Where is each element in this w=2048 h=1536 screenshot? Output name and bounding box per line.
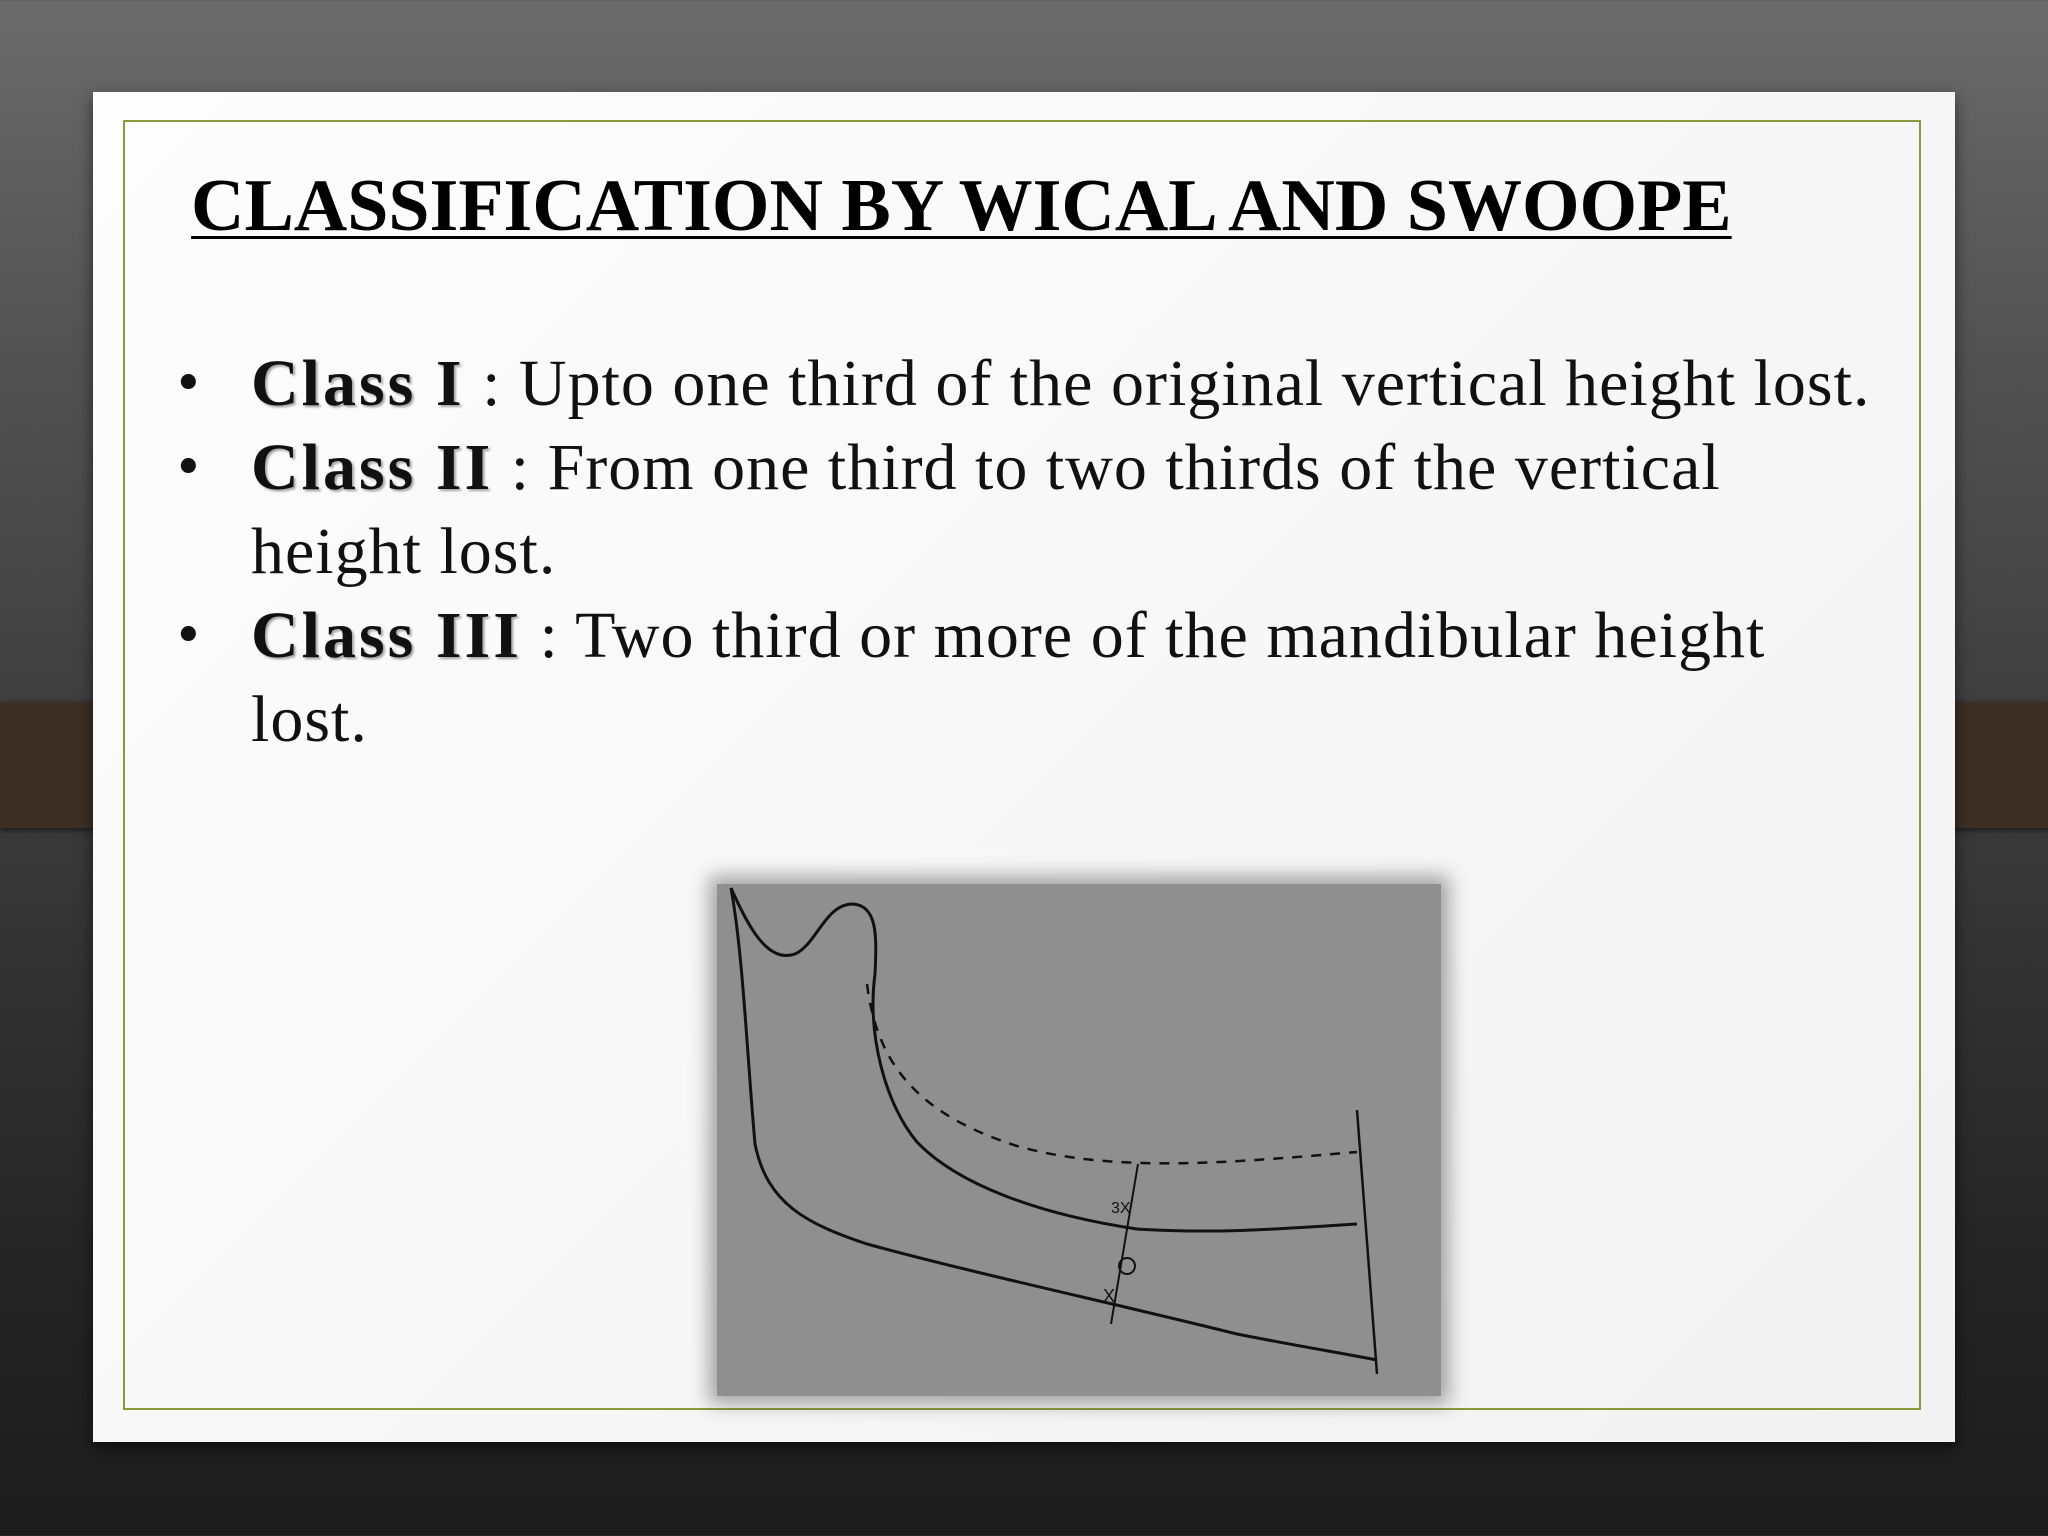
slide-title: CLASSIFICATION BY WICAL AND SWOOPE <box>191 165 1732 247</box>
bullet-class-3 <box>173 594 1873 762</box>
bullet-marker: • <box>173 354 205 414</box>
label-separator: : <box>464 347 519 420</box>
bullet-class-1 <box>173 342 1873 426</box>
anterior-reference-line <box>1357 1110 1377 1374</box>
label-separator: : <box>493 431 548 504</box>
mandible-lower-border <box>731 888 1377 1360</box>
class-description: From one third to two thirds of the vertical height lost. <box>251 431 1721 588</box>
label-3x: 3X <box>1111 1200 1131 1217</box>
mandible-outline <box>731 888 1357 1231</box>
class-description: Upto one third of the original vertical height lost. <box>518 347 1871 420</box>
class-label: Class III <box>251 599 522 672</box>
mandible-diagram <box>717 884 1441 1396</box>
mandible-drawing <box>717 884 1441 1396</box>
bullet-class-2 <box>173 426 1873 594</box>
original-height-dashed-line <box>867 984 1357 1163</box>
bullet-marker: • <box>173 606 205 666</box>
class-description: Two third or more of the mandibular height lost. <box>251 599 1766 756</box>
slide-card <box>93 92 1955 1442</box>
label-x: X <box>1103 1286 1116 1306</box>
classification-list <box>173 342 1873 762</box>
class-label: Class I <box>251 347 465 420</box>
class-label: Class II <box>251 431 494 504</box>
label-separator: : <box>521 599 576 672</box>
measurement-line <box>1111 1164 1138 1324</box>
bullet-marker: • <box>173 438 205 498</box>
